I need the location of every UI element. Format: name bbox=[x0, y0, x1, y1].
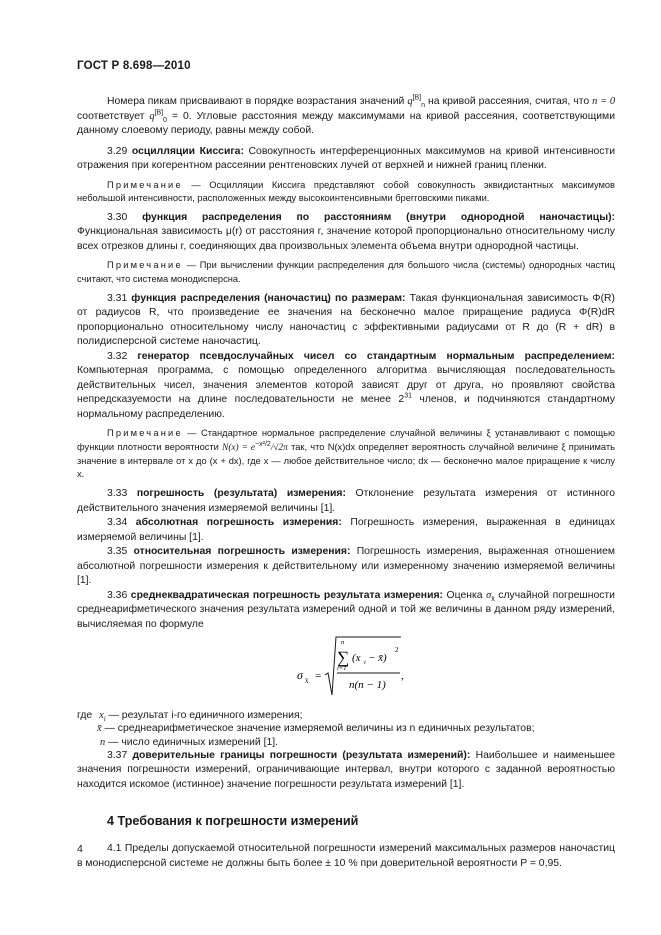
term-label: генератор псевдослучайных чисел со стандартным нормальным распределением: bbox=[137, 350, 615, 362]
sum-bottom: i=1 bbox=[337, 665, 347, 673]
intro-paragraph: Номера пикам присваивают в порядке возрастания значений $q[B]_n$ на кривой рассеяния, считая, что n = 0 соответствует $q[B]_0 = 0$. Угловые расстояния между максимумами на кривой рассеяния, соответствующими данному слоевому периоду, равны между собой. bbox=[77, 94, 616, 136]
term-label: осцилляции Киссига: bbox=[131, 145, 244, 157]
where-item-2: x̄ — среднеарифметическое значение измеряемой величины из n единичных результатов; bbox=[97, 723, 535, 735]
numerator-power: 2 bbox=[395, 646, 399, 655]
page-number: 4 bbox=[77, 843, 83, 855]
definition-3-35: 3.35 относительная погрешность измерения: Погрешность измерения, выраженная отношением абсолютной погрешности измерения к действительному или измеренному значению измеряемой величины [1]. bbox=[77, 546, 615, 587]
section-4-heading: 4 Требования к погрешности измерений bbox=[107, 814, 359, 829]
definition-3-36: 3.36 среднеквадратическая погрешность результата измерения: Оценка $\sigma_{x̄}$ случайной погрешности среднеарифметического значения результата измерений одной и той же величины в данном ряду измерений, вычисляемая по формуле bbox=[77, 589, 615, 630]
clause-4-1: 4.1 Пределы допускаемой относительной погрешности измерений максимальных размеров наночастиц в монодисперсной системе не должны быть более ± 10 % при доверительной вероятности P = 0,95. bbox=[77, 843, 616, 869]
where-item-1: где $x_i$ — результат i-го единичного измерения; bbox=[77, 710, 303, 724]
formula-tail: , bbox=[401, 670, 404, 683]
where-item-3: n — число единичных измерений [1]. bbox=[100, 736, 279, 748]
formula-lhs-sub: x̄ bbox=[305, 677, 309, 686]
formula-graphic bbox=[297, 635, 437, 705]
definition-3-30: 3.30 функция распределения по расстояниям (внутри однородной наночастицы): Функциональная зависимость μ(r) от расстояния r, значение которой пропорционально относительному числу всех отрезков длины r, соединяющих два произвольных элемента объема внутри однородной частицы. bbox=[77, 211, 615, 252]
definition-3-31: 3.31 функция распределения (наночастиц) по размерам: Такая функциональная зависимость Φ(R) от радиусов R, что произведение ее значения на бесконечно малое приращение радиуса Φ(R)dR пропорционально относительному числу наночастиц с эффективными радиусами от R до (R + dR) в полидисперсной системе наночастиц. bbox=[77, 292, 616, 348]
formula-lhs: σ bbox=[297, 668, 303, 683]
denominator: n(n − 1) bbox=[349, 679, 386, 692]
term-label: абсолютная погрешность измерения: bbox=[135, 517, 342, 529]
term-label: функция распределения по расстояниям (внутри однородной наночастицы): bbox=[142, 211, 615, 223]
where-block bbox=[77, 709, 615, 749]
page-header: ГОСТ Р 8.698—2010 bbox=[77, 60, 191, 72]
term-label: погрешность (результата) измерения: bbox=[136, 488, 346, 500]
definition-3-34: 3.34 абсолютная погрешность измерения: Погрешность измерения, выраженная в единицах измеряемой величины [1]. bbox=[77, 517, 616, 543]
page-content bbox=[77, 95, 615, 871]
note-3-32: Примечание — Стандартное нормальное распределение случайной величины ξ устанавливают с помощью функции плотности вероятности $N(x) = e^{-x^2/2}/√2\pi$ так, что N(x)dx определяет вероятность случайной величине ξ принимать значение в интервале от x до (x + dx), где x — любое действительное число; dx — бесконечно малое приращение к числу x. bbox=[77, 428, 615, 479]
numerator-sub: i bbox=[364, 659, 366, 667]
definition-3-37: 3.37 доверительные границы погрешности (результата измерений): Наибольшее и наименьшее значения погрешности измерений, ограничивающие интервал, внутри которого с заданной вероятностью находится искомое (истинное) значение погрешности результата измерений [1]. bbox=[77, 749, 616, 790]
term-label: доверительные границы погрешности (результата измерений): bbox=[132, 749, 471, 761]
note-3-29: Примечание — Осцилляции Киссига представляют собой совокупность эквидистантных максимумов небольшой интенсивности, расположенных между высокоинтенсивными брегговскими пиками. bbox=[77, 179, 615, 203]
note-3-30: Примечание — При вычислении функции распределения для большого числа (системы) однородных частиц считают, что система монодисперсна. bbox=[77, 260, 615, 284]
sum-sign: ∑ bbox=[337, 648, 350, 668]
definition-3-29: 3.29 осцилляции Киссига: Совокупность интерференционных максимумов на кривой интенсивности отражения при когерентном рассеянии рентгеновских лучей от верхней и нижней границ пленки. bbox=[77, 145, 616, 171]
term-label: среднеквадратическая погрешность результата измерения: bbox=[130, 589, 443, 601]
formula-eq: = bbox=[315, 670, 322, 683]
definition-3-33: 3.33 погрешность (результата) измерения: Отклонение результата измерения от истинного действительного значения измеряемой величины [1]. bbox=[77, 488, 615, 514]
term-label: относительная погрешность измерения: bbox=[133, 546, 351, 558]
sigma-formula bbox=[77, 635, 615, 707]
numerator-b: − x̄) bbox=[368, 652, 387, 665]
numerator-a: (x bbox=[352, 652, 361, 665]
sum-top: n bbox=[341, 639, 345, 647]
definition-3-32: 3.32 генератор псевдослучайных чисел со стандартным нормальным распределением: Компьютерная программа, с помощью определенного алгоритма вычисляющая последовательность действительных чисел, значения элементов которой зависят друг от друга, но проявляют свойства непредсказуемости на длине последовательности не менее $2^{31}$ членов, и подчиняются стандартному нормальному распределению. bbox=[77, 350, 615, 420]
term-label: функция распределения (наночастиц) по размерам: bbox=[131, 292, 406, 304]
